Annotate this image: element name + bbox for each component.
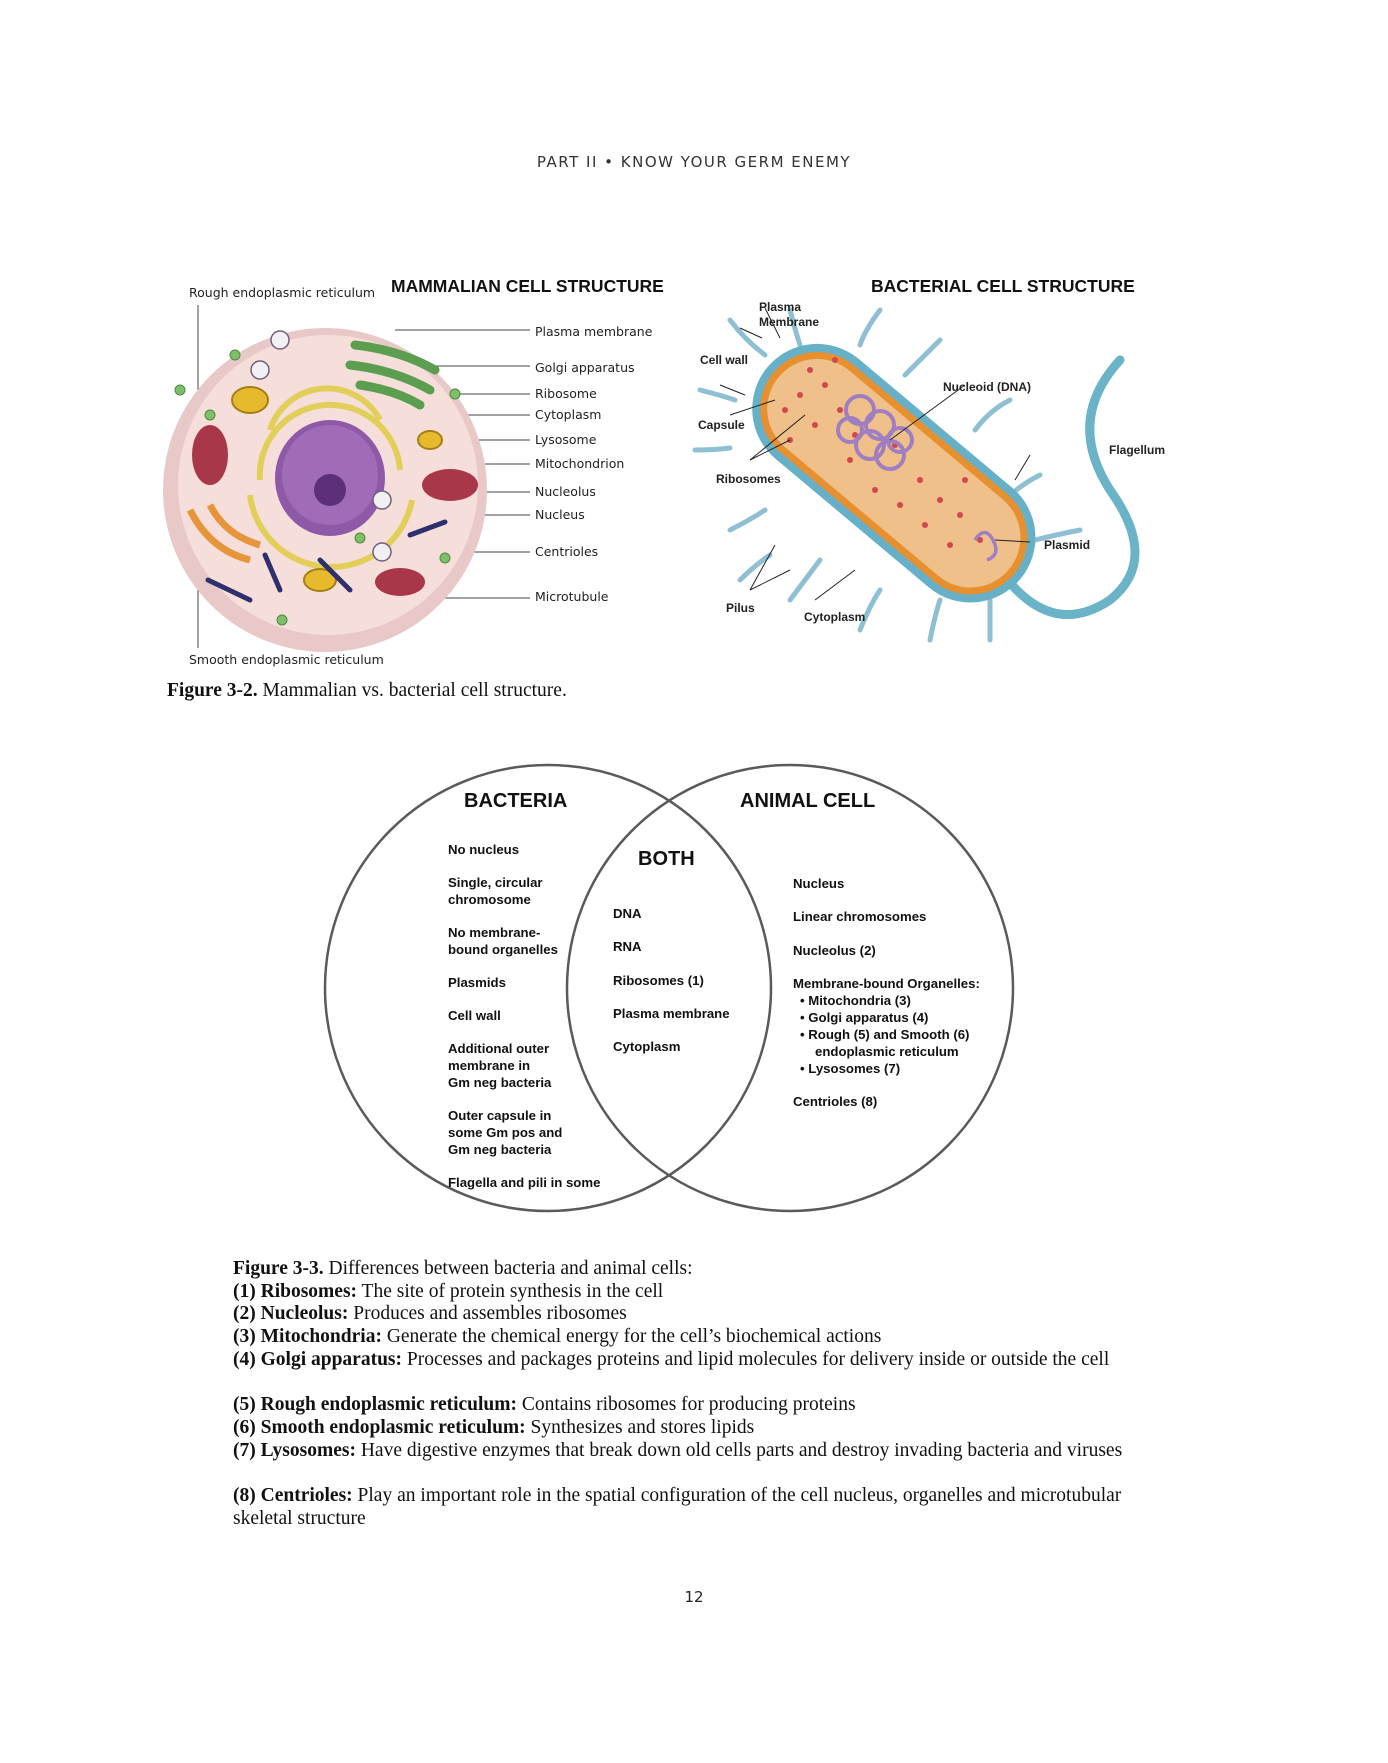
animal-item-organelle: • Lysosomes (7) xyxy=(800,1061,901,1076)
label-bact-plasma-1: Plasma xyxy=(759,300,802,314)
both-item: Ribosomes (1) xyxy=(613,973,704,988)
label-bact-plasma-2: Membrane xyxy=(759,315,820,329)
running-head: PART II • KNOW YOUR GERM ENEMY xyxy=(536,153,852,171)
page-number: 12 xyxy=(684,1588,704,1606)
label-centrioles: Centrioles xyxy=(535,544,599,559)
lysosome-shape-2 xyxy=(418,431,442,449)
mitochondrion-shape-1 xyxy=(192,425,228,485)
label-smooth-er: Smooth endoplasmic reticulum xyxy=(189,652,384,667)
bacteria-item: Single, circular chromosome xyxy=(448,875,543,907)
definition-item: (5) Rough endoplasmic reticulum: Contains ribosomes for producing proteins xyxy=(233,1394,856,1415)
animal-item-organelle: endoplasmic reticulum xyxy=(815,1044,959,1059)
nucleolus-shape xyxy=(314,474,346,506)
mitochondrion-shape-3 xyxy=(375,568,425,596)
both-item: Cytoplasm xyxy=(613,1039,681,1054)
label-lysosome: Lysosome xyxy=(535,432,597,447)
bacteria-item: No membrane- bound organelles xyxy=(448,925,558,957)
label-rough-er: Rough endoplasmic reticulum xyxy=(189,285,376,300)
mammalian-cell-illustration xyxy=(150,290,670,670)
label-cytoplasm-mammal: Cytoplasm xyxy=(535,407,602,422)
venn-bacteria-title: BACTERIA xyxy=(464,790,568,812)
definition-item: (7) Lysosomes: Have digestive enzymes that break down old cells parts and destroy invading bacteria and viruses xyxy=(233,1440,1123,1461)
label-nucleolus: Nucleolus xyxy=(535,484,596,499)
label-golgi: Golgi apparatus xyxy=(535,360,635,375)
label-mitochondrion: Mitochondrion xyxy=(535,456,625,471)
label-flagellum: Flagellum xyxy=(1109,443,1166,457)
venn-both-title: BOTH xyxy=(638,848,695,870)
definition-item: (8) Centrioles: Play an important role in the spatial configuration of the cell nucleus, organelles and microtubular skeletal structure xyxy=(233,1485,1122,1529)
bacteria-item: Outer capsule in some Gm pos and Gm neg bacteria xyxy=(448,1108,563,1157)
mitochondrion-shape-2 xyxy=(422,469,478,501)
animal-item-nucleolus: Nucleolus (2) xyxy=(793,943,876,958)
label-nucleus: Nucleus xyxy=(535,507,585,522)
lysosome-shape-1 xyxy=(232,387,268,413)
label-cell-wall: Cell wall xyxy=(700,353,749,367)
both-item: Plasma membrane xyxy=(613,1006,730,1021)
animal-item-linear: Linear chromosomes xyxy=(793,909,927,924)
label-microtubule: Microtubule xyxy=(535,589,609,604)
label-plasmid: Plasmid xyxy=(1044,538,1091,552)
bacteria-item: No nucleus xyxy=(448,842,520,857)
bacteria-item: Additional outer membrane in Gm neg bacteria xyxy=(448,1041,552,1090)
figure-3-2-caption: Figure 3-2. Mammalian vs. bacterial cell structure. xyxy=(167,680,567,701)
bacterial-title: BACTERIAL CELL STRUCTURE xyxy=(871,276,1135,296)
label-capsule: Capsule xyxy=(698,418,745,432)
venn-animal-title: ANIMAL CELL xyxy=(740,790,876,812)
label-plasma-membrane: Plasma membrane xyxy=(535,324,653,339)
animal-item-organelle: • Mitochondria (3) xyxy=(800,993,911,1008)
animal-item-organelle: • Golgi apparatus (4) xyxy=(800,1010,929,1025)
label-pilus: Pilus xyxy=(726,601,755,615)
label-ribosome: Ribosome xyxy=(535,386,597,401)
animal-item-organelle: • Rough (5) and Smooth (6) xyxy=(800,1027,970,1042)
mammalian-title: MAMMALIAN CELL STRUCTURE xyxy=(391,276,664,296)
venn-diagram xyxy=(320,742,1020,1242)
both-item: DNA xyxy=(613,906,642,921)
both-item: RNA xyxy=(613,939,642,954)
definition-item: (6) Smooth endoplasmic reticulum: Synthesizes and stores lipids xyxy=(233,1417,755,1438)
definition-item: (4) Golgi apparatus: Processes and packages proteins and lipid molecules for delivery inside or outside the cell xyxy=(233,1349,1110,1370)
animal-item-nucleus: Nucleus xyxy=(793,876,845,891)
definition-item: (3) Mitochondria: Generate the chemical energy for the cell’s biochemical actions xyxy=(233,1326,882,1347)
label-bact-ribosomes: Ribosomes xyxy=(716,472,781,486)
definition-item: (2) Nucleolus: Produces and assembles ribosomes xyxy=(233,1303,627,1324)
animal-item-centrioles: Centrioles (8) xyxy=(793,1094,878,1109)
label-bact-cytoplasm: Cytoplasm xyxy=(804,610,866,624)
bacteria-item: Flagella and pili in some xyxy=(448,1175,601,1190)
bacteria-item: Cell wall xyxy=(448,1008,501,1023)
label-nucleoid: Nucleoid (DNA) xyxy=(943,380,1031,394)
figure-3-3-caption: Figure 3-3. Differences between bacteria and animal cells: xyxy=(233,1258,693,1279)
animal-item-organelles-head: Membrane-bound Organelles: xyxy=(793,976,980,991)
bacteria-item: Plasmids xyxy=(448,975,506,990)
cytoplasm-shape xyxy=(747,338,1041,607)
definition-item: (1) Ribosomes: The site of protein synthesis in the cell xyxy=(233,1281,664,1302)
